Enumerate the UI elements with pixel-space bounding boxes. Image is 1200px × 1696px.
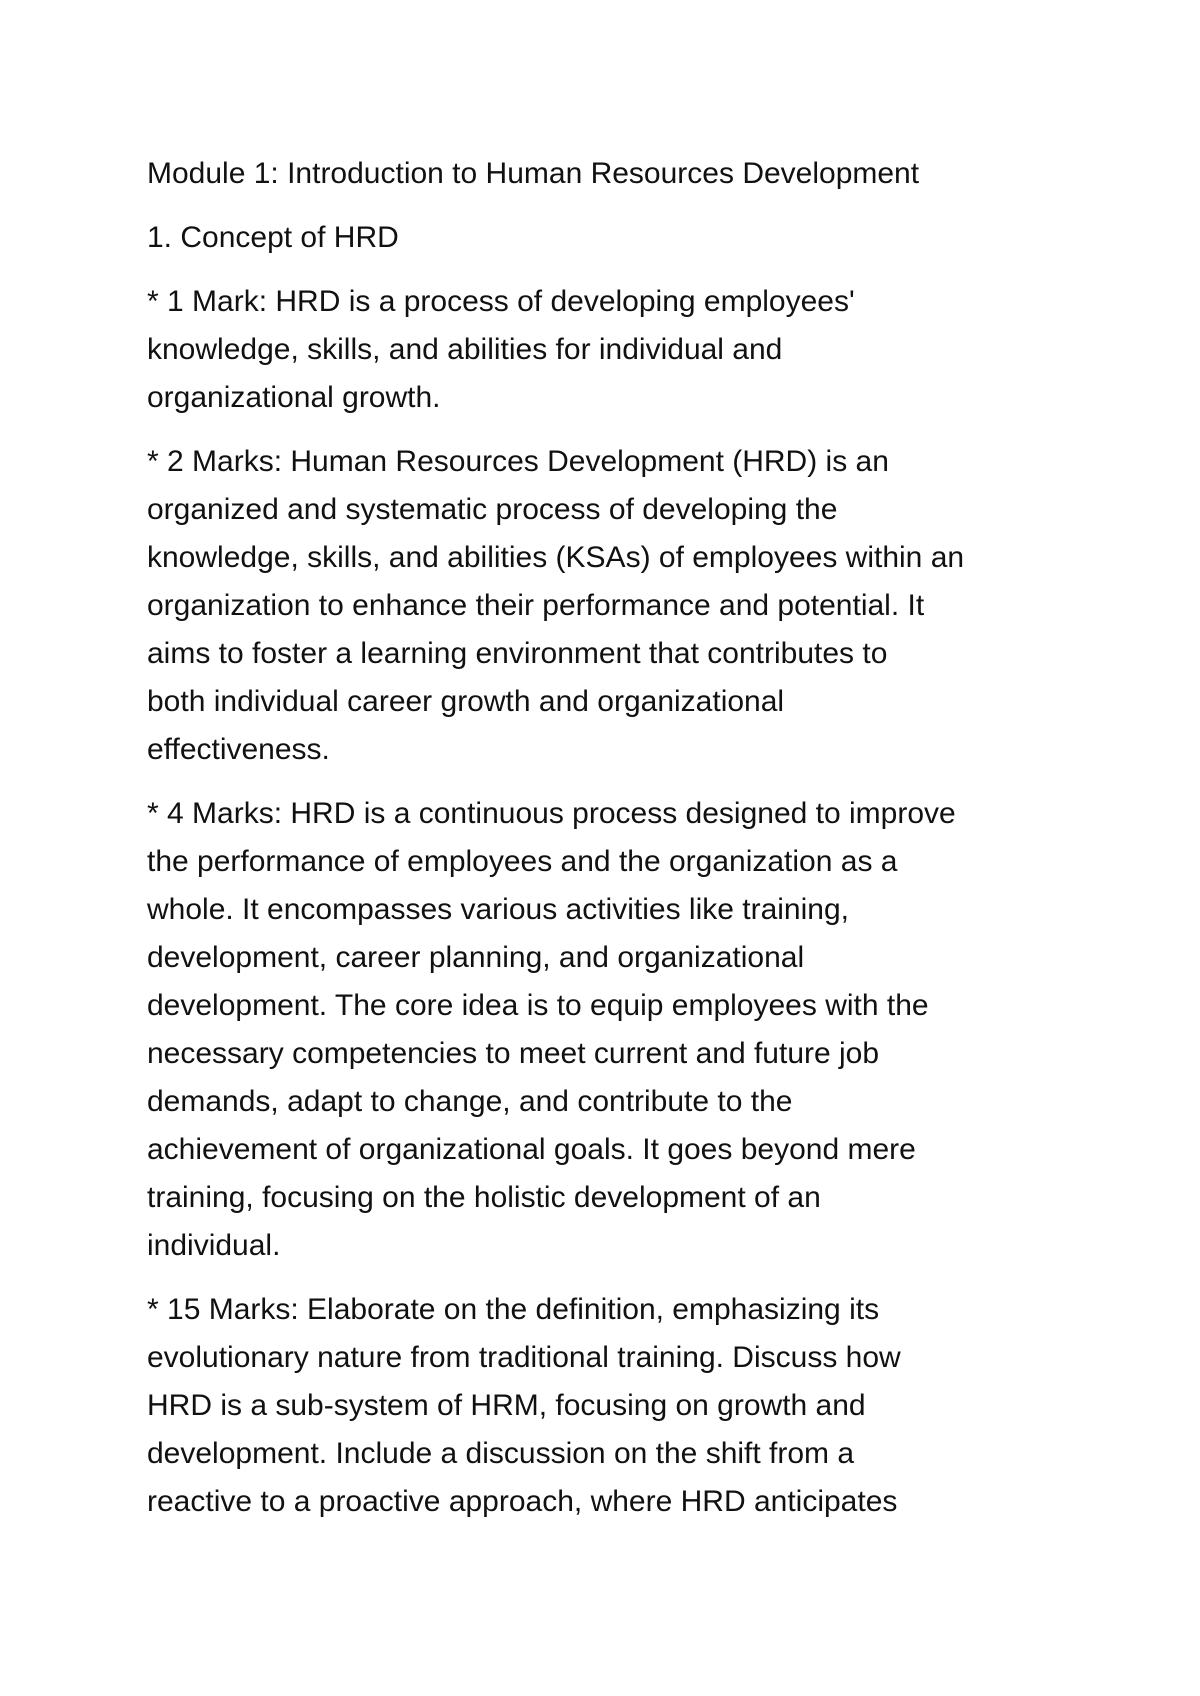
document-title: Module 1: Introduction to Human Resources Development [147, 157, 920, 190]
section-heading: 1. Concept of HRD [147, 221, 399, 254]
paragraph-1-mark: * 1 Mark: HRD is a process of developing employees' knowledge, skills, and abilities for individual and organizational growth. [147, 285, 855, 414]
spacer [147, 198, 1087, 214]
paragraph-2-marks: * 2 Marks: Human Resources Development (HRD) is an organized and systematic process of developing the knowledge, skills, and abilities (KSAs) of employees within an organization to enhance their performance and potential. It aims to foster a learning environment that contributes to both individual career growth and organizational effectiveness. [147, 445, 965, 766]
spacer [147, 262, 1087, 278]
paragraph-15-marks: * 15 Marks: Elaborate on the definition, emphasizing its evolutionary nature from traditional training. Discuss how HRD is a sub-system of HRM, focusing on growth and development. Include a discussion on the shift from a reactive to a proactive approach, where HRD anticipates [147, 1293, 901, 1518]
spacer [147, 1270, 1087, 1286]
spacer [147, 422, 1087, 438]
spacer [147, 774, 1087, 790]
document-body [147, 150, 1087, 1526]
paragraph-4-marks: * 4 Marks: HRD is a continuous process designed to improve the performance of employees and the organization as a whole. It encompasses various activities like training, development, career planning, and organizational development. The core idea is to equip employees with the necessary competencies to meet current and future job demands, adapt to change, and contribute to the achievement of organizational goals. It goes beyond mere training, focusing on the holistic development of an individual. [147, 797, 956, 1262]
